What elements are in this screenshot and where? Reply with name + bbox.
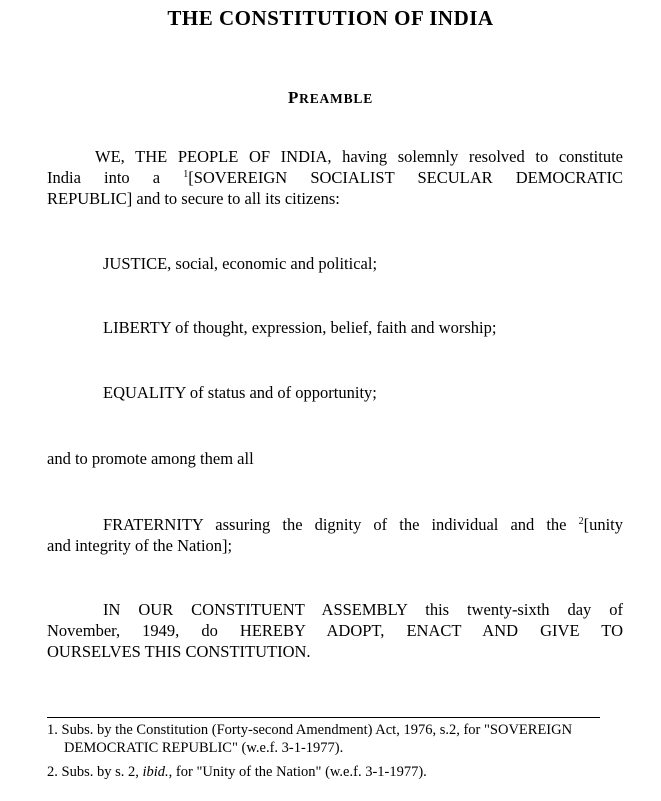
paragraph-line [47, 535, 623, 556]
assembly-paragraph [47, 599, 623, 662]
justice-clause: JUSTICE, social, economic and political; [103, 254, 378, 273]
liberty-clause: LIBERTY of thought, expression, belief, faith and worship; [103, 318, 497, 337]
preamble-opening-paragraph [47, 146, 623, 209]
footnote-marker-2[interactable]: 2 [578, 516, 584, 527]
footnote-marker-1[interactable]: 1 [183, 169, 189, 180]
footnote-divider [47, 717, 600, 718]
fraternity-line-1-end: [unity [583, 515, 623, 534]
assembly-line-3: OURSELVES THIS CONSTITUTION. [47, 642, 311, 661]
document-title: THE CONSTITUTION OF INDIA [167, 6, 494, 30]
promote-clause: and to promote among them all [47, 449, 254, 468]
fraternity-line-2: and integrity of the Nation]; [47, 536, 233, 555]
footnote-1-line-1: 1. Subs. by the Constitution (Forty-second Amendment) Act, 1976, s.2, for "SOVEREIGN [47, 722, 573, 738]
opening-line-2-end: [SOVEREIGN SOCIALIST SECULAR DEMOCRATIC [188, 168, 623, 187]
fraternity-line-1-start: FRATERNITY assuring the dignity of the individual and the [103, 515, 579, 534]
assembly-line-2: November, 1949, do HEREBY ADOPT, ENACT AND GIVE TO [47, 621, 623, 640]
footnote-2-ibid: ibid. [142, 764, 169, 780]
paragraph-line [47, 620, 623, 641]
paragraph-line [47, 167, 623, 188]
footnote-1 [47, 721, 627, 757]
paragraph-line [47, 641, 623, 662]
paragraph-line [47, 514, 623, 535]
footnote-1-line-2: DEMOCRATIC REPUBLIC" (w.e.f. 3-1-1977). [64, 740, 344, 756]
opening-line-3: REPUBLIC] and to secure to all its citizens: [47, 189, 340, 208]
footnote-2 [47, 763, 627, 781]
preamble-heading-initial: P [287, 88, 300, 107]
opening-line-2-start: India into a [47, 168, 184, 187]
paragraph-line [47, 599, 623, 620]
footnote-2-prefix: 2. Subs. by s. 2, [47, 764, 143, 780]
assembly-line-1: IN OUR CONSTITUENT ASSEMBLY this twenty-sixth day of [103, 600, 623, 619]
equality-clause: EQUALITY of status and of opportunity; [103, 383, 377, 402]
fraternity-paragraph [47, 514, 623, 556]
paragraph-line [47, 188, 623, 209]
paragraph-line [47, 146, 623, 167]
preamble-heading [0, 88, 661, 108]
footnote-2-suffix: , for "Unity of the Nation" (w.e.f. 3-1-1977). [168, 764, 427, 780]
preamble-heading-rest: REAMBLE [299, 91, 374, 106]
opening-line-1: WE, THE PEOPLE OF INDIA, having solemnly resolved to constitute [95, 147, 623, 166]
